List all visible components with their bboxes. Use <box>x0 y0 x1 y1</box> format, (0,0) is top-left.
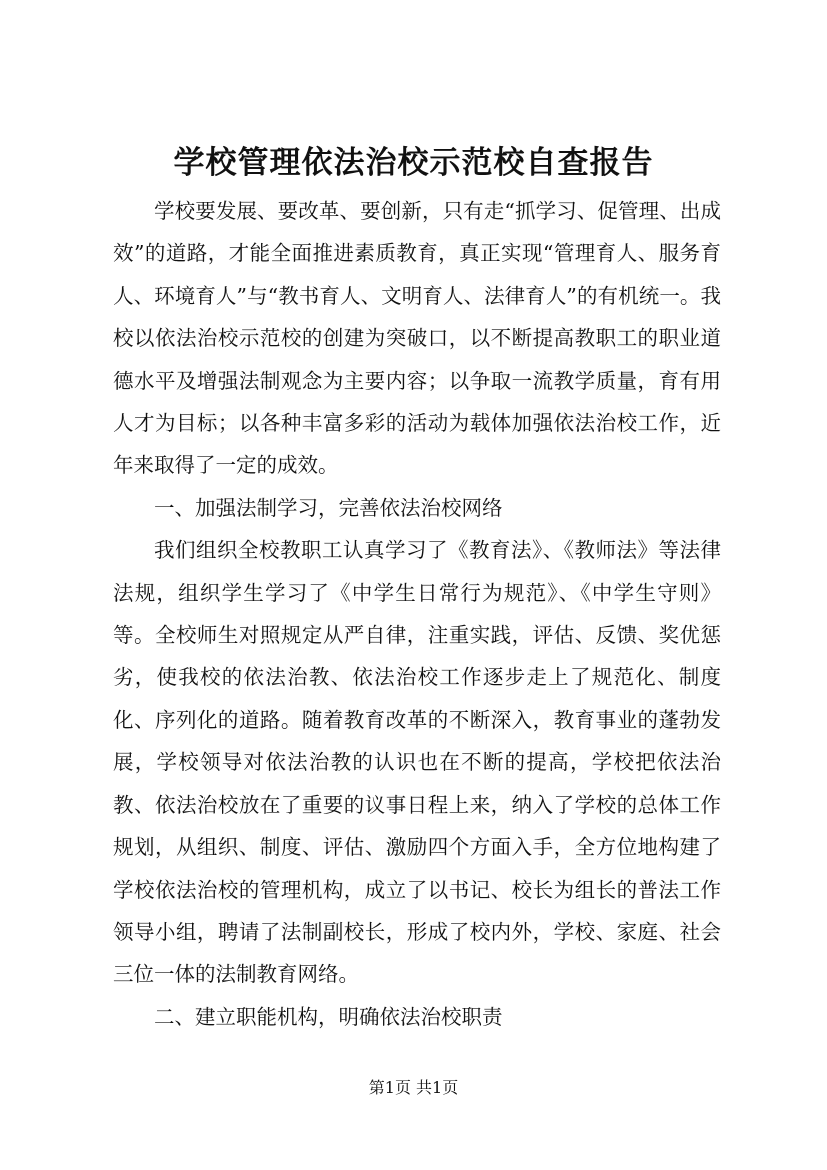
paragraph-intro: 学校要发展、要改革、要创新，只有走“抓学习、促管理、出成效”的道路，才能全面推进素质教育，真正实现“管理育人、服务育人、环境育人”与“教书育人、文明育人、法律育人”的有机统一。我校以依法治校示范校的创建为突破口，以不断提高教职工的职业道德水平及增强法制观念为主要内容；以争取一流教学质量，育有用人才为目标；以各种丰富多彩的活动为载体加强依法治校工作，近年来取得了一定的成效。 <box>113 199 721 478</box>
section-heading-1: 一、加强法制学习，完善依法治校网络 <box>154 495 503 520</box>
paragraph-section-1: 我们组织全校教职工认真学习了《教育法》、《教师法》等法律法规，组织学生学习了《中学生日常行为规范》、《中学生守则》等。全校师生对照规定从严自律，注重实践，评估、反馈、奖优惩劣，使我校的依法治教、依法治校工作逐步走上了规范化、制度化、序列化的道路。随着教育改革的不断深入，教育事业的蓬勃发展，学校领导对依法治教的认识也在不断的提高，学校把依法治教、依法治校放在了重要的议事日程上来，纳入了学校的总体工作规划，从组织、制度、评估、激励四个方面入手，全方位地构建了学校依法治校的管理机构，成立了以书记、校长为组长的普法工作领导小组，聘请了法制副校长，形成了校内外，学校、家庭、社会三位一体的法制教育网络。 <box>113 538 721 987</box>
document-title: 学校管理依法治校示范校自查报告 <box>173 145 654 181</box>
page-footer: 第1页 共1页 <box>368 1078 459 1097</box>
section-heading-2: 二、建立职能机构，明确依法治校职责 <box>154 1004 503 1029</box>
document-body <box>113 190 721 1038</box>
